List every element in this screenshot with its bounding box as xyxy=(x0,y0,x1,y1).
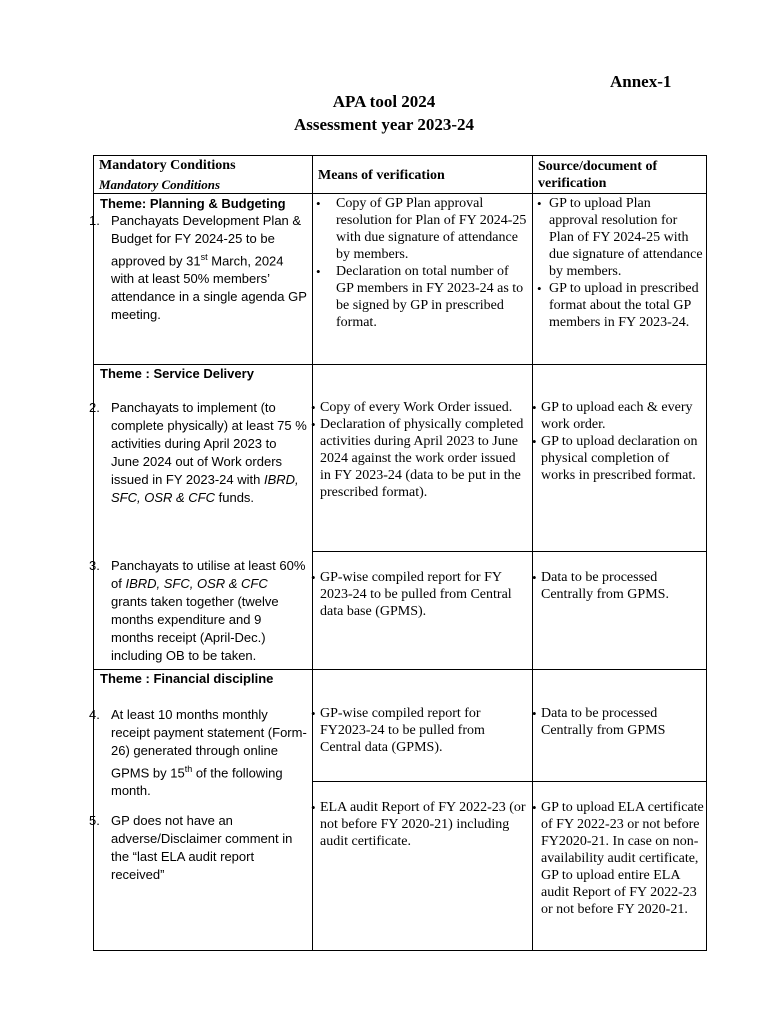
list-item: • Data to be processed Centrally from GPMS xyxy=(541,705,704,739)
condition-text: grants taken together (twelve months expenditure and 9 months receipt (April-Dec.) including OB to be taken. xyxy=(111,594,279,663)
condition-number: 4. xyxy=(89,707,100,722)
row-3-bottom xyxy=(93,669,707,670)
annex-label: Annex-1 xyxy=(610,72,672,91)
condition-text: At least 10 months monthly receipt payment statement (Form-26) generated through online GPMS by 15 xyxy=(111,707,307,781)
source-2 xyxy=(541,399,704,484)
theme-financial-discipline: Theme : Financial discipline xyxy=(100,671,274,686)
condition-text: Panchayats to utilise at least 60% of xyxy=(111,558,306,591)
theme-planning-budgeting: Theme: Planning & Budgeting xyxy=(100,196,286,211)
list-item: • Copy of GP Plan approval resolution for Plan of FY 2024-25 with due signature of attendance by members. xyxy=(336,195,528,263)
condition-text: funds. xyxy=(215,490,255,505)
condition-superscript: st xyxy=(200,252,208,262)
condition-1 xyxy=(89,212,307,324)
means-1 xyxy=(336,195,528,331)
col-subheader-conditions: Mandatory Conditions xyxy=(99,177,221,192)
condition-number: 5. xyxy=(89,813,100,828)
table-border-bottom xyxy=(93,950,707,951)
table-divider-2 xyxy=(532,155,533,951)
source-1 xyxy=(549,195,703,331)
col-header-conditions: Mandatory Conditions xyxy=(99,158,236,173)
list-item: • GP to upload declaration on physical completion of works in prescribed format. xyxy=(541,433,704,484)
condition-funds: IBRD, SFC, OSR & CFC xyxy=(125,576,268,591)
condition-text: March, 2024 with at least 50% members’ attendance in a single agenda GP meeting. xyxy=(111,253,307,323)
condition-text: Panchayats to implement (to complete physically) at least 75 % activities during April 2023 to June 2024 out of Work orders issued in FY 2023-24 with xyxy=(111,400,307,487)
condition-3 xyxy=(89,557,307,665)
header-row-bottom xyxy=(93,193,707,194)
list-item: • ELA audit Report of FY 2022-23 (or not before FY 2020-21) including audit certificate. xyxy=(320,799,528,850)
col-header-means: Means of verification xyxy=(318,168,445,183)
source-4 xyxy=(541,705,704,739)
row-1-bottom xyxy=(93,364,707,365)
document-subtitle: Assessment year 2023-24 xyxy=(293,115,475,134)
means-4 xyxy=(320,705,528,756)
means-2 xyxy=(320,399,528,501)
list-item: • GP to upload ELA certificate of FY 2022-23 or not before FY2020-21. In case on non-availability audit certificate, GP to upload entire ELA audit Report of FY 2022-23 or not before FY 2020-21. xyxy=(541,799,704,918)
list-item: • Data to be processed Centrally from GPMS. xyxy=(541,569,704,603)
means-5 xyxy=(320,799,528,850)
list-item: • Declaration of physically completed activities during April 2023 to June 2024 against the work order issued in FY 2023-24 (data to be put in the prescribed format). xyxy=(320,416,528,501)
table-border-top xyxy=(93,155,707,156)
condition-text: GP does not have an adverse/Disclaimer comment in the “last ELA audit report received” xyxy=(111,813,293,882)
list-item: • GP to upload in prescribed format about the total GP members in FY 2023-24. xyxy=(549,280,703,331)
condition-2 xyxy=(89,399,307,507)
list-item: • GP to upload Plan approval resolution for Plan of FY 2024-25 with due signature of attendance by members. xyxy=(549,195,703,280)
col-header-source: Source/document of verification xyxy=(538,159,658,191)
condition-number: 1. xyxy=(89,213,100,228)
condition-4 xyxy=(89,706,307,800)
list-item: • Copy of every Work Order issued. xyxy=(320,399,528,416)
source-5 xyxy=(541,799,704,918)
source-3 xyxy=(541,569,704,603)
list-item: • GP-wise compiled report for FY 2023-24 to be pulled from Central data base (GPMS). xyxy=(320,569,528,620)
table-border-left xyxy=(93,155,94,951)
row-4-bottom xyxy=(312,781,707,782)
condition-text: Panchayats Development Plan & Budget for FY 2024-25 to be approved by 31 xyxy=(111,213,302,269)
table-border-right xyxy=(706,155,707,951)
condition-text: of the following month. xyxy=(111,765,283,799)
list-item: • Declaration on total number of GP members in FY 2023-24 as to be signed by GP in prescribed format. xyxy=(336,263,528,331)
list-item: • GP-wise compiled report for FY2023-24 to be pulled from Central data (GPMS). xyxy=(320,705,528,756)
theme-service-delivery: Theme : Service Delivery xyxy=(100,366,254,381)
means-3 xyxy=(320,569,528,620)
condition-superscript: th xyxy=(184,764,193,774)
condition-funds: IBRD, SFC, OSR & CFC xyxy=(111,472,299,505)
row-2-bottom xyxy=(312,551,707,552)
condition-number: 3. xyxy=(89,558,100,573)
condition-number: 2. xyxy=(89,400,100,415)
condition-5 xyxy=(89,812,307,884)
table-divider-1 xyxy=(312,155,313,951)
document-title: APA tool 2024 xyxy=(332,92,436,111)
list-item: • GP to upload each & every work order. xyxy=(541,399,704,433)
